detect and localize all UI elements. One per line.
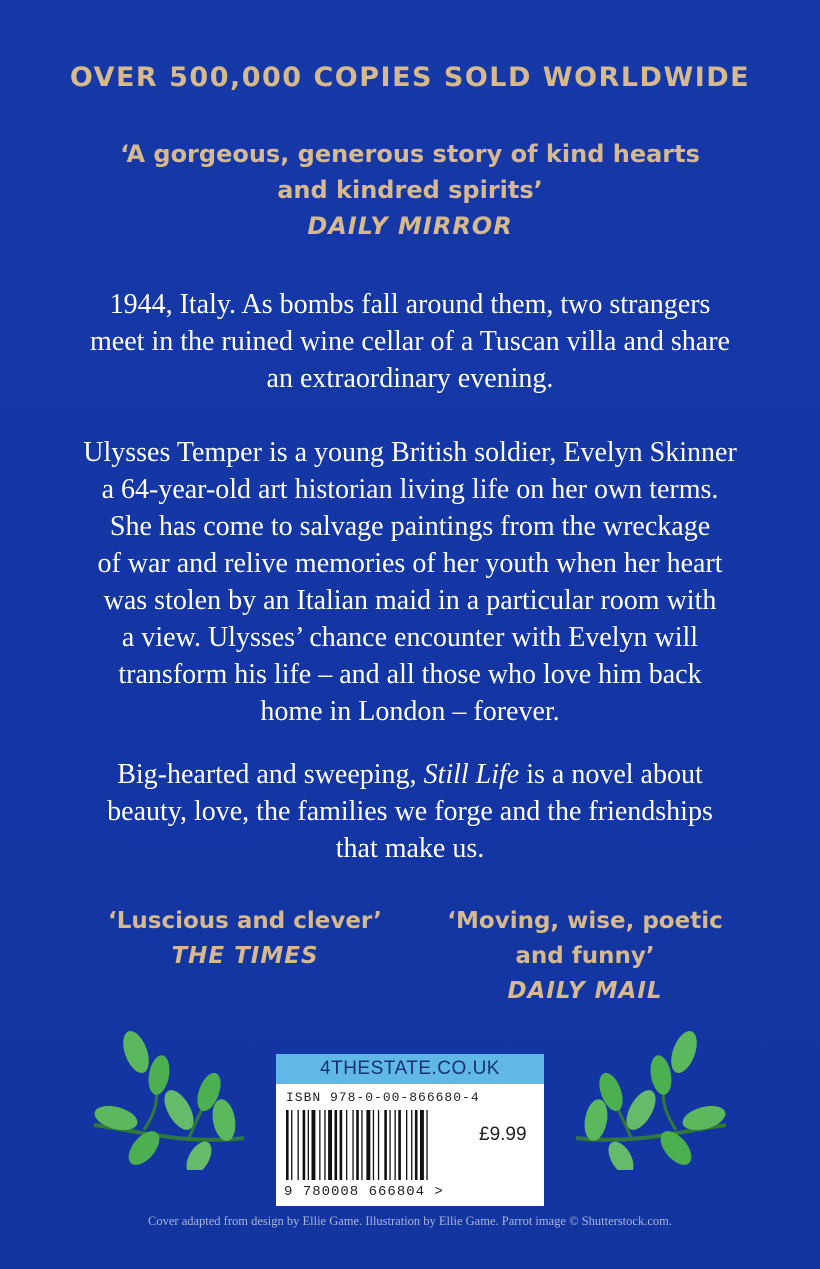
barcode-bar	[340, 1110, 343, 1180]
barcode-bar	[420, 1110, 424, 1180]
blurb-paragraph-1	[40, 286, 780, 397]
barcode-bar	[398, 1110, 401, 1180]
left-review-quote	[90, 904, 400, 974]
publisher-website: 4THESTATE.CO.UK	[276, 1054, 544, 1084]
barcode-bar	[395, 1110, 396, 1180]
barcode-bar	[312, 1110, 316, 1180]
blurb-line: 1944, Italy. As bombs fall around them, two strangers	[109, 289, 711, 320]
blurb-line: home in London – forever.	[260, 696, 560, 727]
barcode-bar	[373, 1110, 374, 1180]
barcode-bar	[324, 1110, 325, 1180]
blurb-paragraph-3	[40, 756, 780, 867]
barcode-bar	[319, 1110, 320, 1180]
blurb-line: transform his life – and all those who love him back	[118, 659, 702, 690]
barcode-bar	[286, 1110, 289, 1180]
blurb-line: that make us.	[335, 833, 485, 864]
quote-line: ‘Moving, wise, poetic	[447, 908, 723, 934]
barcode-bar	[308, 1110, 309, 1180]
blurb-line: Ulysses Temper is a young British soldier, Evelyn Skinner	[83, 437, 737, 468]
barcode-panel	[276, 1054, 544, 1206]
blurb-line: beauty, love, the families we forge and the friendships	[107, 796, 713, 827]
blurb-line: of war and relive memories of her youth when her heart	[97, 548, 723, 579]
right-leaf-branch-icon	[566, 1030, 736, 1170]
blurb-paragraph-2	[40, 434, 780, 730]
blurb-line: She has come to salvage paintings from the wreckage	[109, 511, 711, 542]
barcode-bars	[286, 1110, 471, 1182]
barcode-bar	[352, 1110, 353, 1180]
barcode-bar	[378, 1110, 379, 1180]
quote-source: DAILY MAIL	[507, 978, 663, 1004]
cover-credits: Cover adapted from design by Ellie Game. Illustration by Ellie Game. Parrot image © Shutterstock.com.	[148, 1214, 672, 1228]
barcode-bar	[346, 1110, 347, 1180]
quote-line: ‘A gorgeous, generous story of kind hearts	[120, 140, 700, 168]
quote-line: and funny’	[515, 943, 655, 969]
book-title: Still Life	[423, 759, 520, 790]
barcode-bar	[384, 1110, 387, 1180]
barcode-digits: 9 780008 666804 >	[284, 1184, 444, 1200]
isbn-label: ISBN 978-0-00-866680-4	[286, 1090, 480, 1105]
quote-line: ‘Luscious and clever’	[108, 908, 382, 934]
barcode-bar	[361, 1110, 362, 1180]
quote-source: DAILY MIRROR	[307, 212, 513, 240]
barcode-bar	[356, 1110, 359, 1180]
quote-source: THE TIMES	[171, 943, 319, 969]
barcode-bar	[366, 1110, 370, 1180]
barcode-bar	[303, 1110, 306, 1180]
barcode-bar	[406, 1110, 407, 1180]
barcode-bar	[389, 1110, 390, 1180]
barcode-bar	[298, 1110, 299, 1180]
barcode-bar	[415, 1110, 418, 1180]
barcode-bar	[291, 1110, 292, 1180]
blurb-line: an extraordinary evening.	[266, 363, 554, 394]
top-review-quote	[0, 136, 820, 244]
blurb-line: was stolen by an Italian maid in a particular room with	[103, 585, 717, 616]
left-leaf-branch-icon	[84, 1030, 254, 1170]
quote-line: and kindred spirits’	[277, 176, 543, 204]
blurb-line: a view. Ulysses’ chance encounter with Evelyn will	[121, 622, 699, 653]
blurb-line	[40, 756, 780, 793]
right-review-quote	[430, 904, 740, 1009]
barcode-bar	[426, 1110, 427, 1180]
blurb-text: is a novel about	[519, 759, 703, 790]
price-label: £9.99	[479, 1124, 527, 1145]
blurb-line: meet in the ruined wine cellar of a Tuscan villa and share	[90, 326, 730, 357]
sales-headline: OVER 500,000 COPIES SOLD WORLDWIDE	[69, 62, 751, 93]
barcode-bar	[328, 1110, 332, 1180]
blurb-line: a 64-year-old art historian living life on her own terms.	[101, 474, 719, 505]
barcode-bar	[411, 1110, 412, 1180]
blurb-text: Big-hearted and sweeping,	[117, 759, 424, 790]
barcode-bar	[335, 1110, 338, 1180]
